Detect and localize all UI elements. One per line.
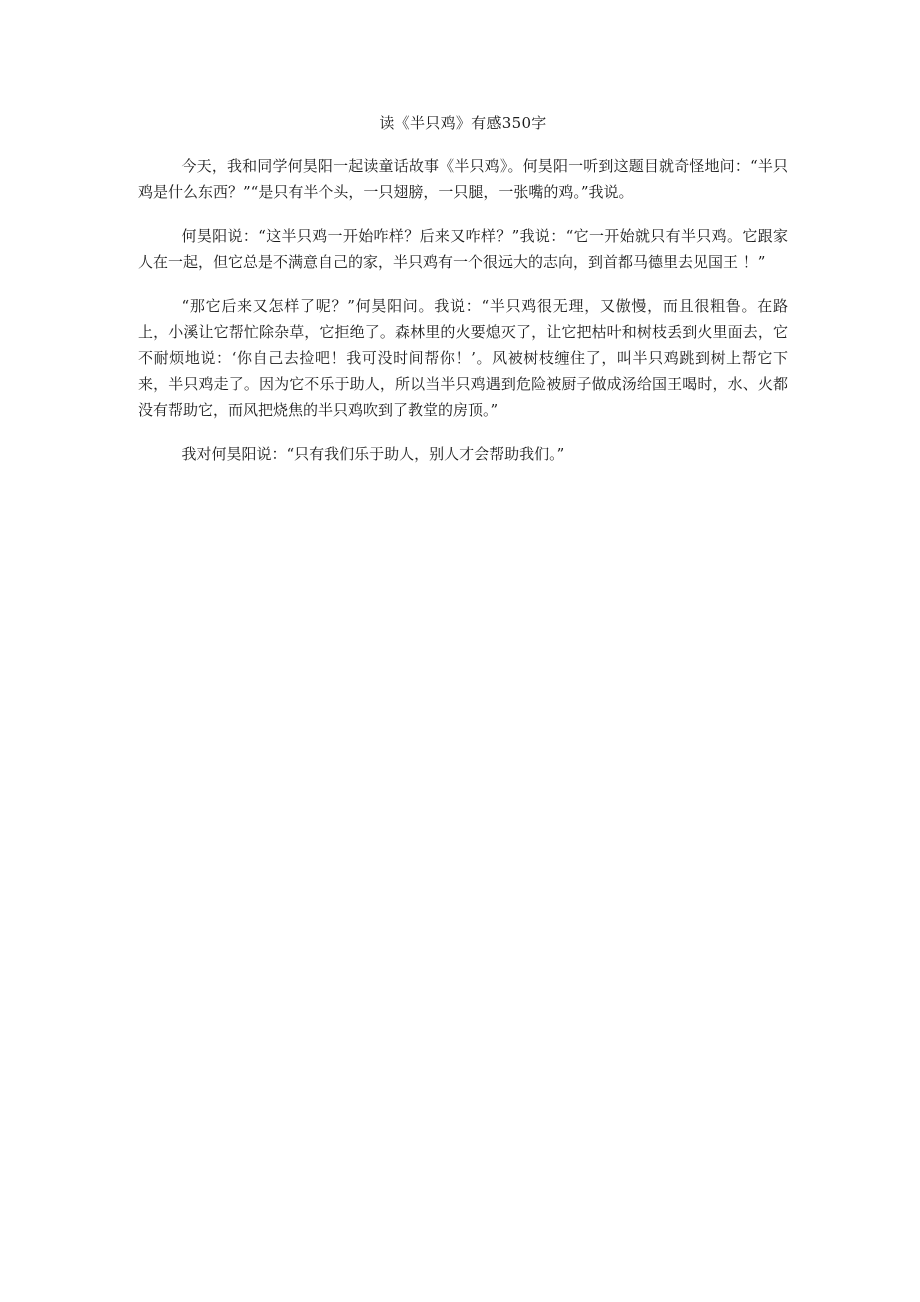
paragraph-1: 今天，我和同学何昊阳一起读童话故事《半只鸡》。何昊阳一听到这题目就奇怪地问：“半只鸡是什么东西？”“是只有半个头，一只翅膀，一只腿，一张嘴的鸡。”我说。: [138, 157, 788, 201]
paragraph-3: “那它后来又怎样了呢？”何昊阳问。我说：“半只鸡很无理，又傲慢，而且很粗鲁。在路上，小溪让它帮忙除杂草，它拒绝了。森林里的火要熄灭了，让它把枯叶和树枝丢到火里面去，它不耐烦地说：‘你自己去捡吧！我可没时间帮你！’。风被树枝缠住了，叫半只鸡跳到树上帮它下来，半只鸡走了。因为它不乐于助人，所以当半只鸡遇到危险被厨子做成汤给国王喝时，水、火都没有帮助它，而风把烧焦的半只鸡吹到了教堂的房顶。”: [138, 297, 788, 419]
paragraph-2: 何昊阳说：“这半只鸡一开始咋样？后来又咋样？”我说：“它一开始就只有半只鸡。它跟家人在一起，但它总是不满意自己的家，半只鸡有一个很远大的志向，到首都马德里去见国王 ！”: [138, 227, 788, 271]
document-title: 读《半只鸡》有感350字: [379, 114, 547, 132]
document-page: [138, 110, 788, 485]
paragraph-4: 我对何昊阳说：“只有我们乐于助人，别人才会帮助我们。”: [181, 445, 565, 463]
